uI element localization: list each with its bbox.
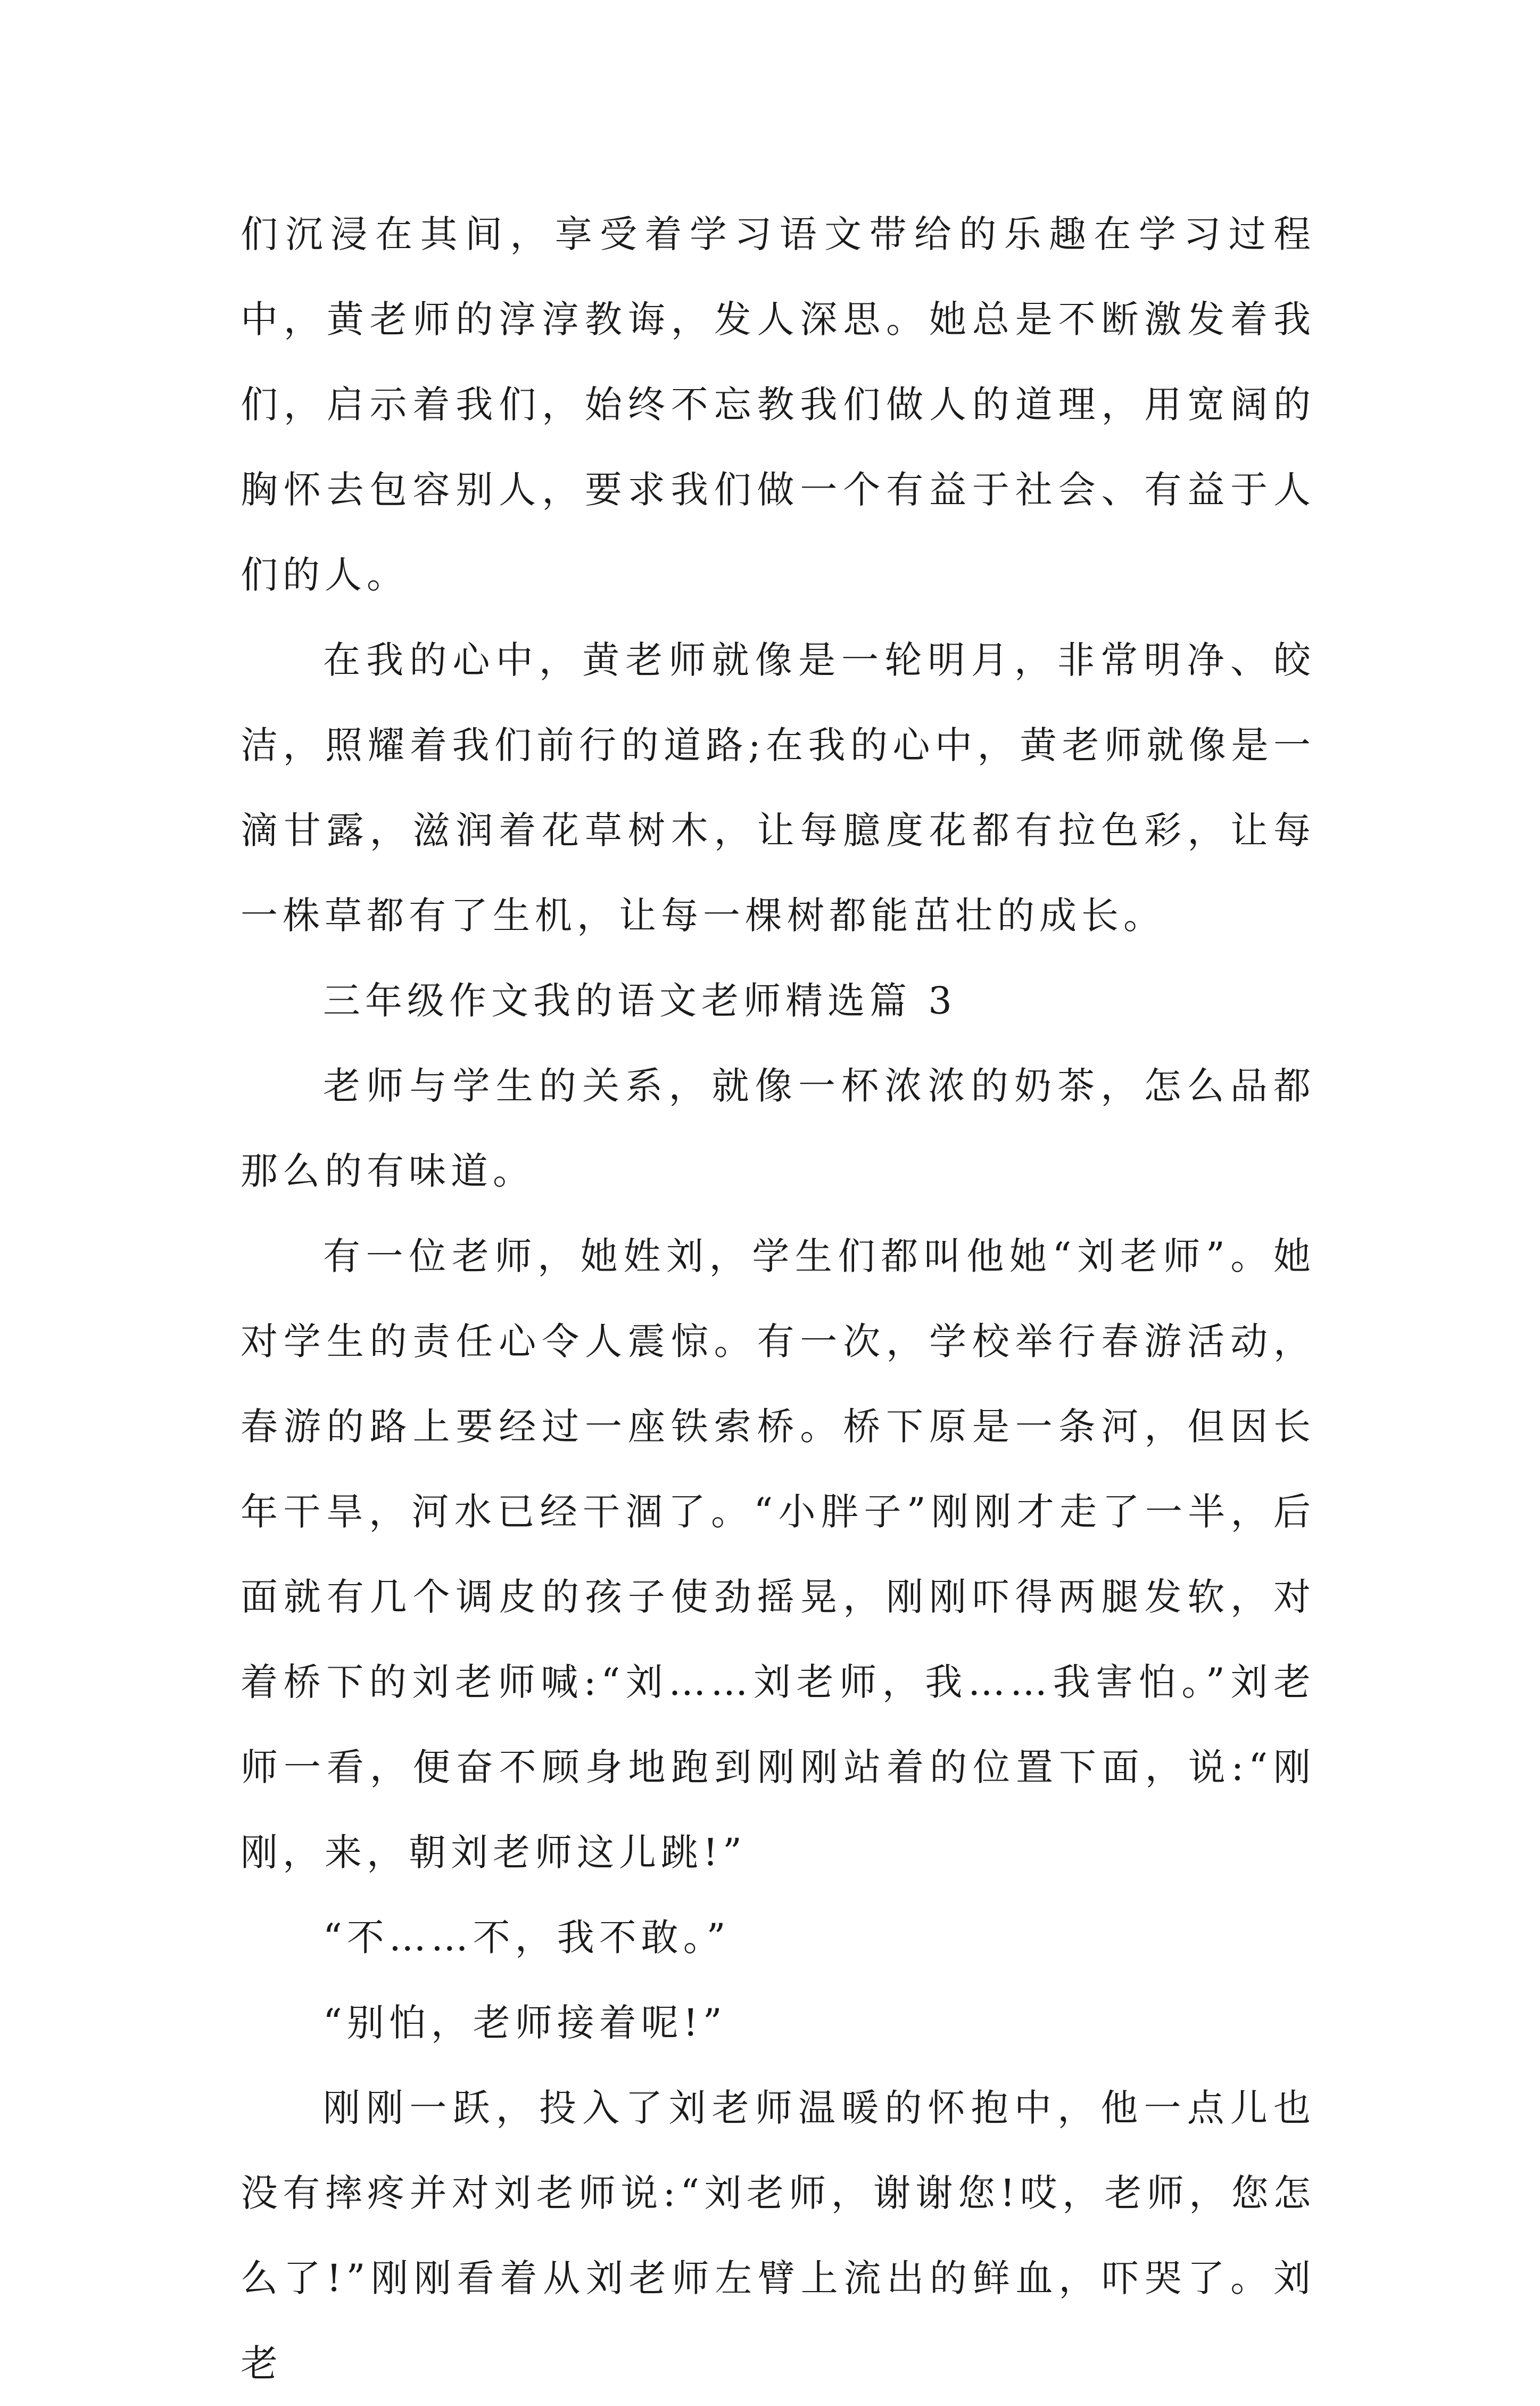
dialogue-line-2: “别怕，老师接着呢!” <box>323 2001 727 2045</box>
paragraph-2: 在我的心中，黄老师就像是一轮明月，非常明净、皎洁，照耀着我们前行的道路;在我的心中，黄老师就像是一滴甘露，滋润着花草树木，让每臆度花都有拉色彩，让每一株草都有了生机，让每一棵树都能茁壮的成长。 <box>241 638 1315 937</box>
paragraph-1: 们沉浸在其间，享受着学习语文带给的乐趣在学习过程中，黄老师的淳淳教诲，发人深思。她总是不断激发着我们，启示着我们，始终不忘教我们做人的道理，用宽阔的胸怀去包容别人，要求我们做一个有益于社会、有益于人们的人。 <box>241 212 1315 597</box>
section-heading: 三年级作文我的语文老师精选篇 3 <box>323 979 957 1023</box>
paragraph-3: 老师与学生的关系，就像一杯浓浓的奶茶，怎么品都那么的有味道。 <box>241 1064 1315 1193</box>
article-body <box>241 192 1315 2406</box>
paragraph-4: 有一位老师，她姓刘，学生们都叫他她“刘老师”。她对学生的责任心令人震惊。有一次，学校举行春游活动，春游的路上要经过一座铁索桥。桥下原是一条河，但因长年干旱，河水已经干涸了。“小胖子”刚刚才走了一半，后面就有几个调皮的孩子使劲摇晃，刚刚吓得两腿发软，对着桥下的刘老师喊:“刘……刘老师，我……我害怕。”刘老师一看，便奋不顾身地跑到刚刚站着的位置下面，说:“刚刚，来，朝刘老师这儿跳!” <box>241 1234 1315 1874</box>
dialogue-line-1: “不……不，我不敢。” <box>323 1916 731 1959</box>
paragraph-5: 刚刚一跃，投入了刘老师温暖的怀抱中，他一点儿也没有摔疼并对刘老师说:“刘老师，谢谢您!哎，老师，您怎么了!”刚刚看着从刘老师左臂上流出的鲜血，吓哭了。刘老 <box>241 2086 1315 2385</box>
